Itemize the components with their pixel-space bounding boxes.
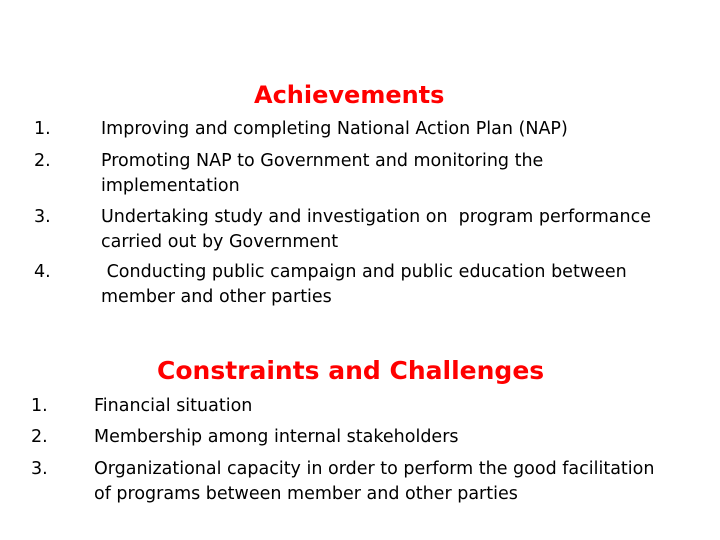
item-text: Organizational capacity in order to perform the good facilitation of programs between member and other parties xyxy=(94,459,655,504)
item-text: Conducting public campaign and public education between member and other parties xyxy=(101,262,627,307)
constraints-heading: Constraints and Challenges xyxy=(157,356,545,385)
item-number: 4. xyxy=(34,262,51,282)
item-text: Undertaking study and investigation on program performance carried out by Government xyxy=(101,207,651,252)
item-number: 2. xyxy=(31,427,48,447)
item-text: Improving and completing National Action Plan (NAP) xyxy=(101,119,568,139)
item-text: Membership among internal stakeholders xyxy=(94,427,459,447)
achievements-heading: Achievements xyxy=(254,81,445,109)
item-number: 1. xyxy=(34,119,51,139)
item-text: Promoting NAP to Government and monitoring the implementation xyxy=(101,151,544,196)
item-number: 1. xyxy=(31,396,48,416)
item-number: 2. xyxy=(34,151,51,171)
item-text: Financial situation xyxy=(94,396,253,416)
item-number: 3. xyxy=(34,207,51,227)
item-number: 3. xyxy=(31,459,48,479)
